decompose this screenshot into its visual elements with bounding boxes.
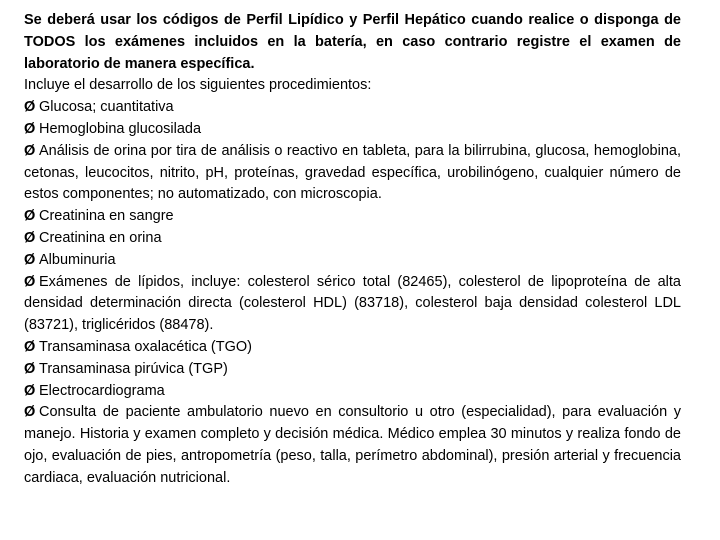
list-item	[24, 97, 681, 119]
list-item-text: Consulta de paciente ambulatorio nuevo en consultorio u otro (especialidad), para evaluación y manejo. Historia y examen completo y decisión médica. Médico emplea 30 minutos y realiza fondo de ojo, evaluación de pies, antropometría (peso, talla, perímetro abdominal), presión arterial y frecuencia cardiaca, evaluación nutricional.	[24, 404, 681, 486]
list-item	[24, 402, 681, 489]
list-item	[24, 359, 681, 381]
arrow-bullet-icon: Ø	[24, 208, 36, 225]
arrow-bullet-icon: Ø	[24, 404, 36, 421]
intro-paragraph: Incluye el desarrollo de los siguientes procedimientos:	[24, 77, 372, 94]
arrow-bullet-icon: Ø	[24, 338, 36, 355]
list-item-text: Creatinina en orina	[39, 229, 162, 246]
list-item-text: Glucosa; cuantitativa	[39, 99, 174, 116]
list-item	[24, 272, 681, 337]
list-item-text: Hemoglobina glucosilada	[39, 120, 202, 137]
arrow-bullet-icon: Ø	[24, 382, 36, 399]
list-item	[24, 206, 681, 228]
list-item	[24, 228, 681, 250]
list-item-text: Electrocardiograma	[39, 382, 165, 399]
arrow-bullet-icon: Ø	[24, 273, 36, 290]
list-item-text: Análisis de orina por tira de análisis o reactivo en tableta, para la bilirrubina, glucosa, hemoglobina, cetonas, leucocitos, nitrito, pH, proteínas, gravedad específica, urobilinógeno, cualquier número de estos componentes; no automatizado, con microscopia.	[24, 142, 681, 203]
arrow-bullet-icon: Ø	[24, 120, 36, 137]
list-item	[24, 141, 681, 206]
list-item	[24, 250, 681, 272]
list-item	[24, 381, 681, 403]
document-body	[24, 10, 681, 490]
list-item-text: Creatinina en sangre	[39, 208, 174, 225]
intro-bold-paragraph: Se deberá usar los códigos de Perfil Lipídico y Perfil Hepático cuando realice o disponga de TODOS los exámenes incluidos en la batería, en caso contrario registre el examen de laboratorio de manera específica.	[24, 12, 681, 72]
list-item-text: Exámenes de lípidos, incluye: colesterol sérico total (82465), colesterol de lipoproteína de alta densidad determinación directa (colesterol HDL) (83718), colesterol baja densidad colesterol LDL (83721), triglicéridos (88478).	[24, 273, 681, 334]
list-item-text: Transaminasa pirúvica (TGP)	[39, 360, 228, 377]
list-item-text: Albuminuria	[39, 251, 116, 268]
arrow-bullet-icon: Ø	[24, 142, 36, 159]
list-item	[24, 119, 681, 141]
arrow-bullet-icon: Ø	[24, 99, 36, 116]
arrow-bullet-icon: Ø	[24, 229, 36, 246]
arrow-bullet-icon: Ø	[24, 251, 36, 268]
list-item	[24, 337, 681, 359]
list-item-text: Transaminasa oxalacética (TGO)	[39, 338, 253, 355]
arrow-bullet-icon: Ø	[24, 360, 36, 377]
